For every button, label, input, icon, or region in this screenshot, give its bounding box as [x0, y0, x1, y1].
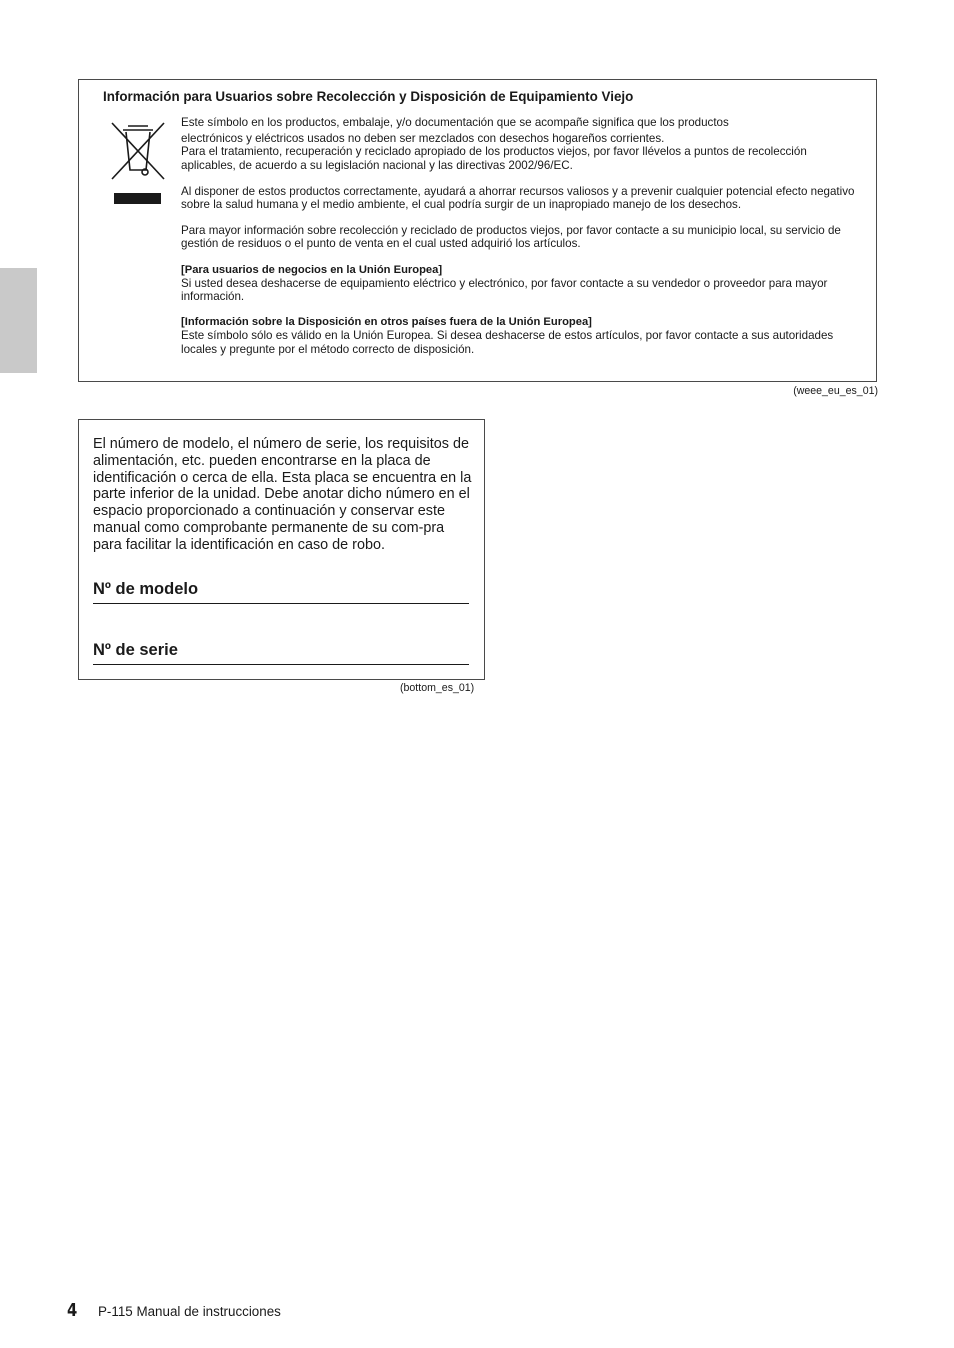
weee-info-box [78, 79, 877, 382]
bottom-reference-code: (bottom_es_01) [400, 682, 475, 694]
business-heading: [Para usuarios de negocios en la Unión Europea] [181, 263, 443, 276]
crossed-out-wheelie-bin-icon [108, 120, 168, 182]
model-info-box [78, 419, 485, 680]
weee-paragraph-3: Al disponer de estos productos correctamente, ayudará a ahorrar recursos valiosos y a prevenir cualquier potencial efecto negativo sobre la salud humana y el medio ambiente, el cual podría surgir de un inapropiado manejo de los desechos. [181, 184, 855, 212]
weee-paragraph-2: Para el tratamiento, recuperación y reciclado apropiado de los productos viejos, por favor llévelos a puntos de recolección aplicables, de acuerdo a su legislación nacional y las directivas 2002/96/EC. [181, 145, 807, 172]
weee-title: Información para Usuarios sobre Recolección y Disposición de Equipamiento Viejo [103, 89, 634, 104]
serial-number-field: Nº de serie [93, 641, 469, 665]
side-tab-marker [0, 268, 37, 373]
business-text: Si usted desea deshacerse de equipamiento eléctrico y electrónico, por favor contacte a su vendedor o proveedor para mayor información. [181, 276, 828, 304]
weee-line-1: Este símbolo en los productos, embalaje, y/o documentación que se acompañe significa que los productos [181, 116, 729, 129]
footer-text: P-115 Manual de instrucciones [97, 1304, 281, 1319]
model-info-text: El número de modelo, el número de serie, los requisitos de alimentación, etc. pueden encontrarse en la placa de identificación o cerca de ella. Esta placa se encuentra en la parte inferior de la unidad. Debe anotar dicho número en el espacio proporcionado a continuación y conservar este manual como comprobante permanente de su com-pra para facilitar la identificación en caso de robo. [93, 436, 472, 553]
non-eu-heading: [Información sobre la Disposición en otros países fuera de la Unión Europea] [181, 316, 592, 329]
weee-reference-code: (weee_eu_es_01) [793, 385, 878, 397]
model-number-field: Nº de modelo [93, 580, 469, 604]
page-footer [67, 1300, 281, 1321]
page-number: 4 [67, 1300, 78, 1321]
black-bar-marker [114, 193, 161, 204]
weee-body [181, 116, 861, 356]
weee-line-2: electrónicos y eléctricos usados no deben ser mezclados con desechos hogareños corrientes. [181, 132, 665, 146]
non-eu-text: Este símbolo sólo es válido en la Unión Europea. Si desea deshacerse de estos artículos, por favor contacte a sus autoridades locales y pregunte por el método correcto de disposición. [181, 329, 834, 356]
weee-paragraph-4: Para mayor información sobre recolección y reciclado de productos viejos, por favor contacte a su municipio local, su servicio de gestión de residuos o el punto de venta en el cual usted adquirió los artículos. [181, 224, 841, 251]
